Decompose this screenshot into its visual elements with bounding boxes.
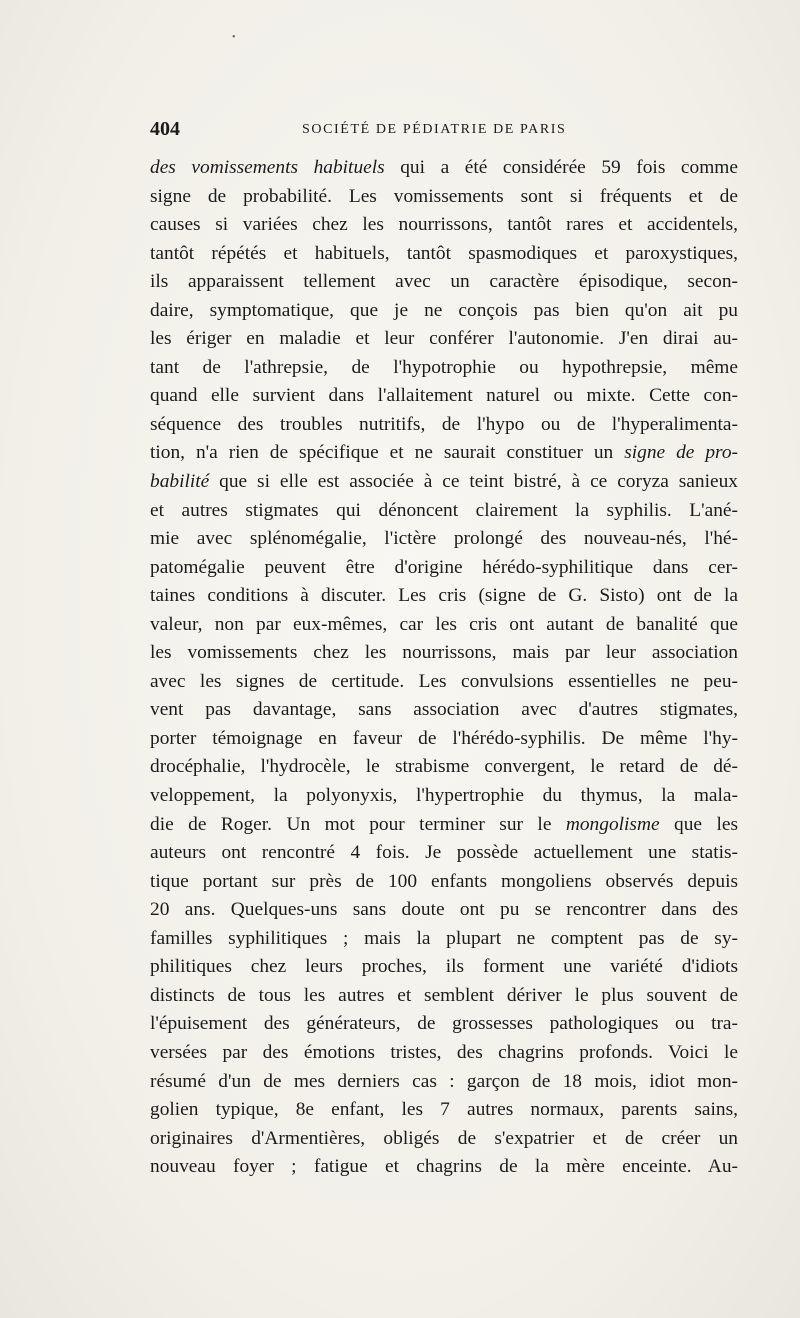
- text-line: les ériger en maladie et leur conférer l'autonomie. J'en dirai au-: [150, 328, 738, 350]
- text-line: philitiques chez leurs proches, ils forment une variété d'idiots: [150, 956, 738, 978]
- running-head: [150, 118, 735, 144]
- speck-mark: •: [232, 32, 236, 43]
- italic-text: mongolisme: [565, 813, 660, 835]
- text-line: ils apparaissent tellement avec un caractère épisodique, secon-: [150, 271, 738, 293]
- text-line: résumé d'un de mes derniers cas : garçon de 18 mois, idiot mon-: [150, 1070, 738, 1092]
- text-line: originaires d'Armentières, obligés de s'expatrier et de créer un: [150, 1127, 738, 1149]
- text-line: veloppement, la polyonyxis, l'hypertrophie du thymus, la mala-: [150, 785, 738, 807]
- text-line: les vomissements chez les nourrissons, mais par leur association: [150, 642, 738, 664]
- text-line: mie avec splénomégalie, l'ictère prolongé des nouveau-nés, l'hé-: [150, 528, 738, 550]
- text-line: avec les signes de certitude. Les convulsions essentielles ne peu-: [150, 670, 738, 692]
- text-line: daire, symptomatique, que je ne conçois pas bien qu'on ait pu: [150, 299, 738, 321]
- italic-text: babilité: [150, 471, 210, 493]
- text-line: tantôt répétés et habituels, tantôt spasmodiques et paroxystiques,: [150, 242, 738, 264]
- text-line: [150, 439, 738, 468]
- page-number: 404: [150, 118, 180, 140]
- text-line: tique portant sur près de 100 enfants mongoliens observés depuis: [150, 870, 738, 892]
- text-line: drocéphalie, l'hydrocèle, le strabisme convergent, le retard de dé-: [150, 756, 738, 778]
- text-line: auteurs ont rencontré 4 fois. Je possède actuellement une statis-: [150, 842, 738, 864]
- text-line: tant de l'athrepsie, de l'hypotrophie ou hypothrepsie, même: [150, 356, 738, 378]
- line-text: qui a été considérée 59 fois comme: [384, 157, 738, 178]
- text-line: causes si variées chez les nourrissons, tantôt rares et accidentels,: [150, 214, 738, 236]
- text-line: séquence des troubles nutritifs, de l'hypo ou de l'hyperalimenta-: [150, 413, 738, 435]
- text-line: vent pas davantage, sans association avec d'autres stigmates,: [150, 699, 738, 721]
- text-line: distincts de tous les autres et semblent dériver le plus souvent de: [150, 984, 738, 1006]
- text-line: taines conditions à discuter. Les cris (signe de G. Sisto) ont de la: [150, 585, 738, 607]
- text-line: patomégalie peuvent être d'origine hérédo-syphilitique dans cer-: [150, 556, 738, 578]
- body-text: [150, 154, 738, 1182]
- italic-text: des vomissements habituels: [150, 157, 385, 178]
- text-line: [150, 468, 738, 497]
- text-line: valeur, non par eux-mêmes, car les cris ont autant de banalité que: [150, 613, 738, 635]
- text-line: versées par des émotions tristes, des chagrins profonds. Voici le: [150, 1041, 738, 1063]
- text-line: signe de probabilité. Les vomissements sont si fréquents et de: [150, 185, 738, 207]
- text-line: familles syphilitiques ; mais la plupart ne comptent pas de sy-: [150, 927, 738, 949]
- text-line: quand elle survient dans l'allaitement naturel ou mixte. Cette con-: [150, 385, 738, 407]
- text-line: l'épuisement des générateurs, de grossesses pathologiques ou tra-: [150, 1013, 738, 1035]
- text-line: porter témoignage en faveur de l'hérédo-syphilis. De même l'hy-: [150, 727, 738, 749]
- text-line: die de Roger. Un mot pour terminer sur le mongolisme que les: [150, 813, 738, 835]
- running-title: SOCIÉTÉ DE PÉDIATRIE DE PARIS: [302, 122, 567, 137]
- italic-text: signe de pro-: [624, 442, 738, 464]
- text-line: et autres stigmates qui dénoncent clairement la syphilis. L'ané-: [150, 499, 738, 521]
- text-line: nouveau foyer ; fatigue et chagrins de la mère enceinte. Au-: [150, 1156, 738, 1178]
- text-line: golien typique, 8e enfant, les 7 autres normaux, parents sains,: [150, 1099, 738, 1121]
- line-text: tion, n'a rien de spécifique et ne saurait constituer un: [150, 442, 625, 464]
- text-line: [150, 154, 738, 183]
- line-text: que si elle est associée à ce teint bistré, à ce coryza sanieux: [209, 471, 738, 493]
- text-line: 20 ans. Quelques-uns sans doute ont pu se rencontrer dans des: [150, 899, 738, 921]
